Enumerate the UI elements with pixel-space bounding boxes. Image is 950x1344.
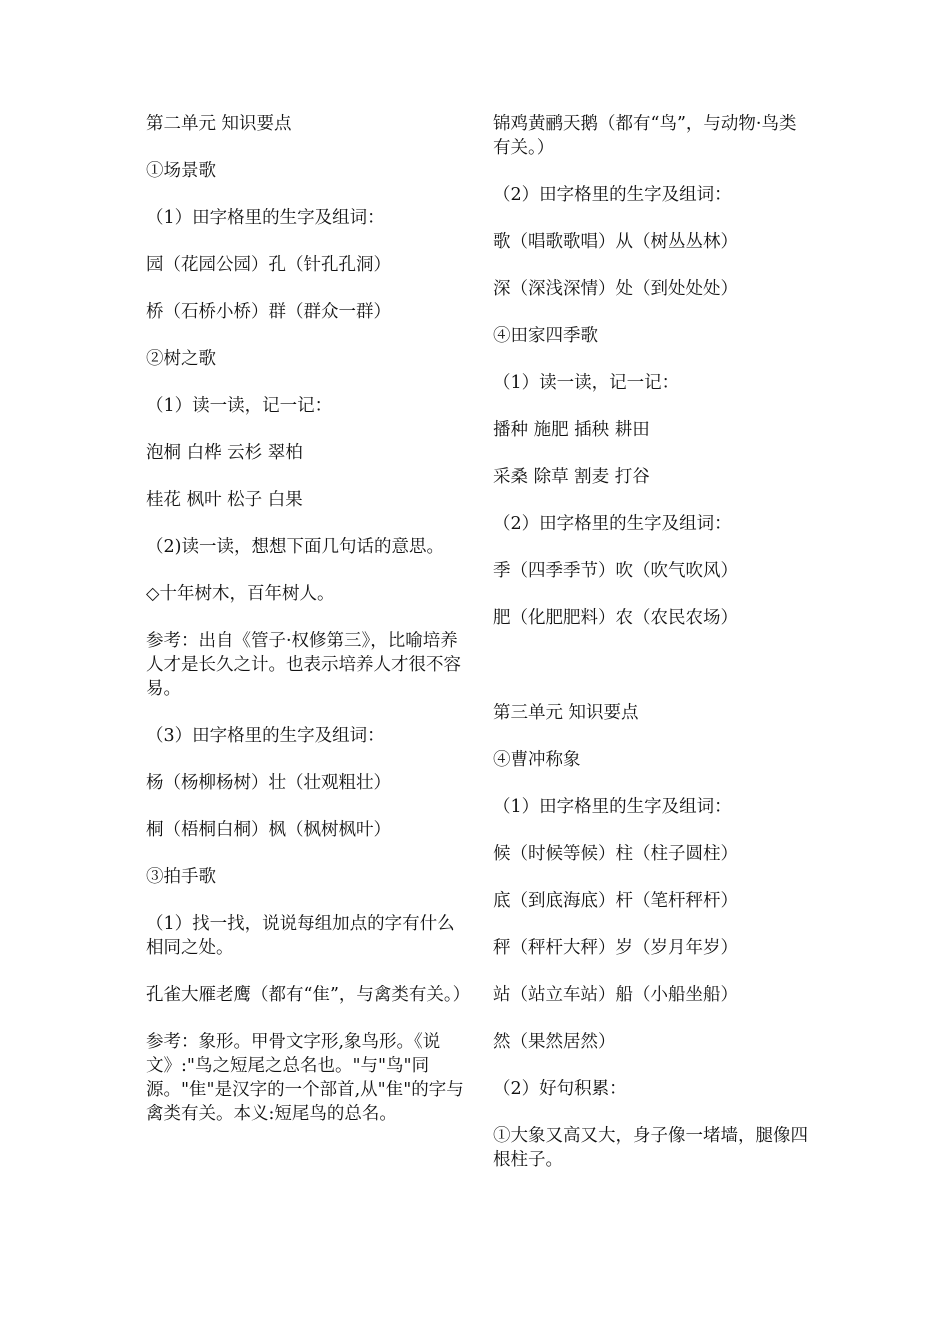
lesson-title-clap-song: ③拍手歌 [146, 867, 216, 887]
unit-3-heading: 第三单元 知识要点 [493, 703, 639, 723]
word-list-line: 季（四季季节）吹（吹气吹风） [493, 561, 738, 581]
sentence-line: ①大象又高又大，身子像一堵墙，腿像四根柱子。 [493, 1126, 808, 1170]
word-list-line: 泡桐 白桦 云杉 翠柏 [146, 443, 303, 463]
section-heading: （1）田字格里的生字及组词： [493, 797, 732, 817]
word-list-line: 桥（石桥小桥）群（群众一群） [146, 302, 391, 322]
lesson-title-field-song: ④田家四季歌 [493, 326, 598, 346]
section-spacer [493, 653, 813, 701]
lesson-title-cao-chong: ④曹冲称象 [493, 750, 581, 770]
right-column [493, 112, 813, 1195]
section-heading: （2）田字格里的生字及组词： [493, 514, 732, 534]
section-heading: （1）读一读，记一记： [146, 396, 333, 416]
section-heading: （3）田字格里的生字及组词： [146, 726, 385, 746]
answer-line: 锦鸡黄鹂天鹅（都有“鸟”，与动物·鸟类有关。） [493, 114, 797, 158]
word-list-line: 候（时候等候）柱（柱子圆柱） [493, 844, 738, 864]
word-list-line: 深（深浅深情）处（到处处处） [493, 279, 738, 299]
lesson-title-scene-song: ①场景歌 [146, 161, 216, 181]
proverb-line: ◇十年树木，百年树人。 [146, 584, 335, 604]
word-list-line: 肥（化肥肥料）农（农民农场） [493, 608, 738, 628]
lesson-title-tree-song: ②树之歌 [146, 349, 216, 369]
word-list-line: 站（站立车站）船（小船坐船） [493, 985, 738, 1005]
section-heading: （1）找一找，说说每组加点的字有什么相同之处。 [146, 914, 455, 958]
section-heading: （2)读一读，想想下面几句话的意思。 [146, 537, 444, 557]
word-list-line: 歌（唱歌歌唱）从（树丛丛林） [493, 232, 738, 252]
left-column [146, 112, 471, 1149]
word-list-line: 杨（杨柳杨树）壮（壮观粗壮） [146, 773, 391, 793]
word-list-line: 园（花园公园）孔（针孔孔洞） [146, 255, 391, 275]
section-heading: （2）好句积累： [493, 1079, 627, 1099]
word-list-line: 秤（秤杆大秤）岁（岁月年岁） [493, 938, 738, 958]
reference-note: 参考：出自《管子·权修第三》，比喻培养人才是长久之计。也表示培养人才很不容易。 [146, 631, 461, 699]
section-heading: （1）读一读，记一记： [493, 373, 680, 393]
section-heading: （1）田字格里的生字及组词： [146, 208, 385, 228]
word-list-line: 然（果然居然） [493, 1032, 616, 1052]
word-list-line: 桐（梧桐白桐）枫（枫树枫叶） [146, 820, 391, 840]
word-list-line: 桂花 枫叶 松子 白果 [146, 490, 303, 510]
answer-line: 孔雀大雁老鹰（都有“隹”，与禽类有关。） [146, 985, 471, 1005]
reference-note: 参考：象形。甲骨文字形,象鸟形。《说文》:"鸟之短尾之总名也。"与"鸟"同源。"隹"是汉字的一个部首,从"隹"的字与禽类有关。本义:短尾鸟的总名。 [146, 1032, 464, 1124]
word-list-line: 底（到底海底）杆（笔杆秤杆） [493, 891, 738, 911]
word-list-line: 采桑 除草 割麦 打谷 [493, 467, 650, 487]
unit-2-heading: 第二单元 知识要点 [146, 114, 292, 134]
word-list-line: 播种 施肥 插秧 耕田 [493, 420, 650, 440]
section-heading: （2）田字格里的生字及组词： [493, 185, 732, 205]
